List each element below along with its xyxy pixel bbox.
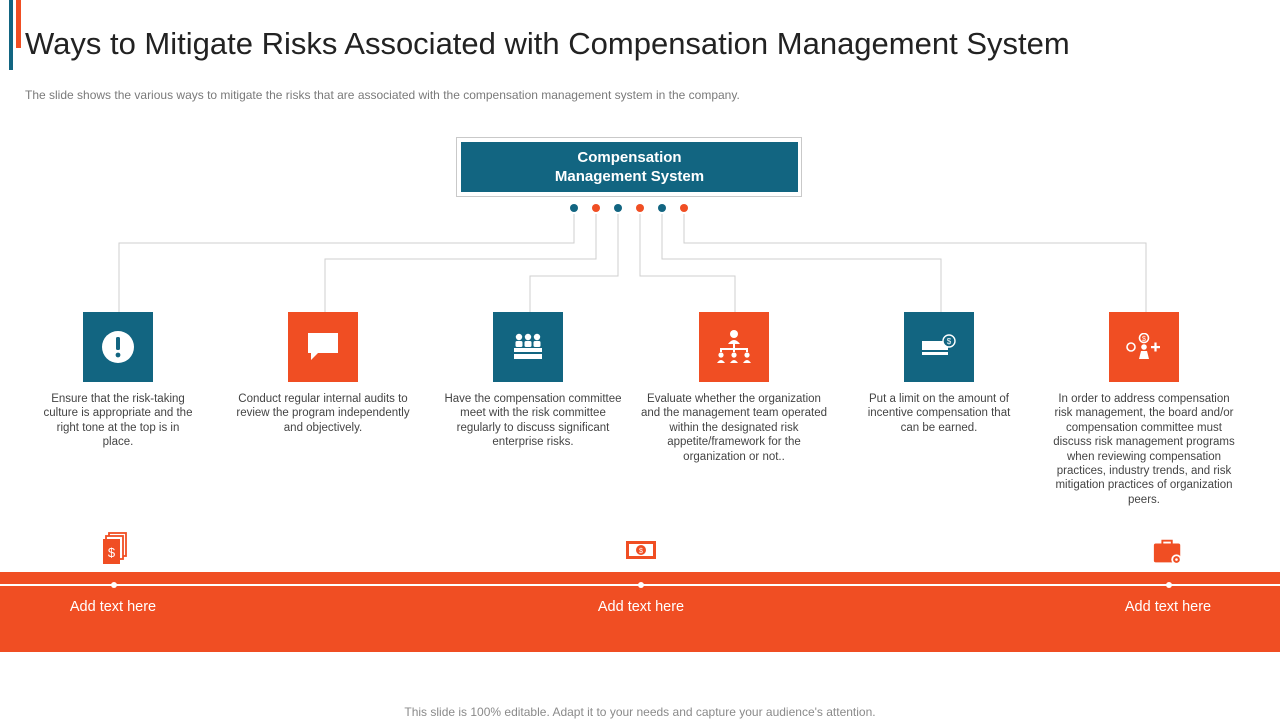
banknote-icon bbox=[625, 539, 657, 561]
committee-meeting-icon bbox=[512, 331, 544, 363]
dollar-documents-icon bbox=[100, 532, 128, 566]
band-label-3: Add text here bbox=[1124, 599, 1212, 615]
briefcase-gear-icon bbox=[1152, 538, 1184, 566]
exclamation-icon bbox=[101, 330, 135, 364]
timeline-dot-3 bbox=[1166, 582, 1172, 588]
band-label-2: Add text here bbox=[597, 599, 685, 615]
page-subtitle: The slide shows the various ways to mitigate the risks that are associated with the compensation management system in the company. bbox=[25, 88, 740, 102]
org-hierarchy-icon bbox=[715, 329, 753, 365]
connector-dot-2 bbox=[592, 204, 600, 212]
money-cards-icon bbox=[921, 334, 957, 360]
connector-dot-4 bbox=[636, 204, 644, 212]
dollar-person-network-icon bbox=[1125, 333, 1163, 361]
svg-text:$: $ bbox=[1142, 336, 1146, 343]
connector-line-6 bbox=[684, 214, 1146, 312]
connector-dot-5 bbox=[658, 204, 666, 212]
item-4-text: Evaluate whether the organization and the management team operated within the designated risk appetite/framework for the organization or not.. bbox=[640, 393, 828, 463]
item-3-icon-tile bbox=[493, 312, 563, 382]
connector-line-5 bbox=[662, 214, 941, 312]
band-icon-1 bbox=[98, 533, 130, 565]
timeline-dot-1 bbox=[111, 582, 117, 588]
svg-text:$: $ bbox=[639, 548, 643, 555]
item-6-text: In order to address compensation risk management, the board and/or compensation committee must discuss risk management programs when reviewing compensation practices, industry trends, and risk mitigation practices of organization peers. bbox=[1053, 393, 1235, 506]
item-1-icon-tile bbox=[83, 312, 153, 382]
connector-dot-6 bbox=[680, 204, 688, 212]
page-title: Ways to Mitigate Risks Associated with Compensation Management System bbox=[25, 26, 1070, 61]
item-2-icon-tile bbox=[288, 312, 358, 382]
item-6-icon-tile bbox=[1109, 312, 1179, 382]
central-node bbox=[461, 142, 798, 192]
central-node-label: Compensation Management System bbox=[554, 149, 705, 185]
connector-dot-1 bbox=[570, 204, 578, 212]
item-2-text: Conduct regular internal audits to review the program independently and objectively. bbox=[236, 393, 410, 434]
item-1-text: Ensure that the risk-taking culture is appropriate and the right tone at the top is in place. bbox=[43, 393, 193, 449]
speech-bubble-icon bbox=[306, 331, 340, 363]
item-4-icon-tile bbox=[699, 312, 769, 382]
footer-note: This slide is 100% editable. Adapt it to your needs and capture your audience's attention. bbox=[404, 705, 876, 719]
band-icon-3 bbox=[1152, 536, 1184, 568]
timeline-dot-2 bbox=[638, 582, 644, 588]
item-5-text: Put a limit on the amount of incentive compensation that can be earned. bbox=[867, 393, 1011, 434]
item-3-text: Have the compensation committee meet with the risk committee regularly to discuss significant enterprise risks. bbox=[444, 393, 622, 449]
svg-text:$: $ bbox=[946, 337, 952, 346]
item-5-icon-tile bbox=[904, 312, 974, 382]
band-label-1: Add text here bbox=[69, 599, 157, 615]
connector-dot-3 bbox=[614, 204, 622, 212]
connector-line-1 bbox=[119, 214, 574, 312]
connector-line-2 bbox=[325, 214, 596, 312]
svg-text:$: $ bbox=[107, 545, 116, 560]
connector-line-4 bbox=[640, 214, 735, 312]
band-icon-2 bbox=[625, 534, 657, 566]
